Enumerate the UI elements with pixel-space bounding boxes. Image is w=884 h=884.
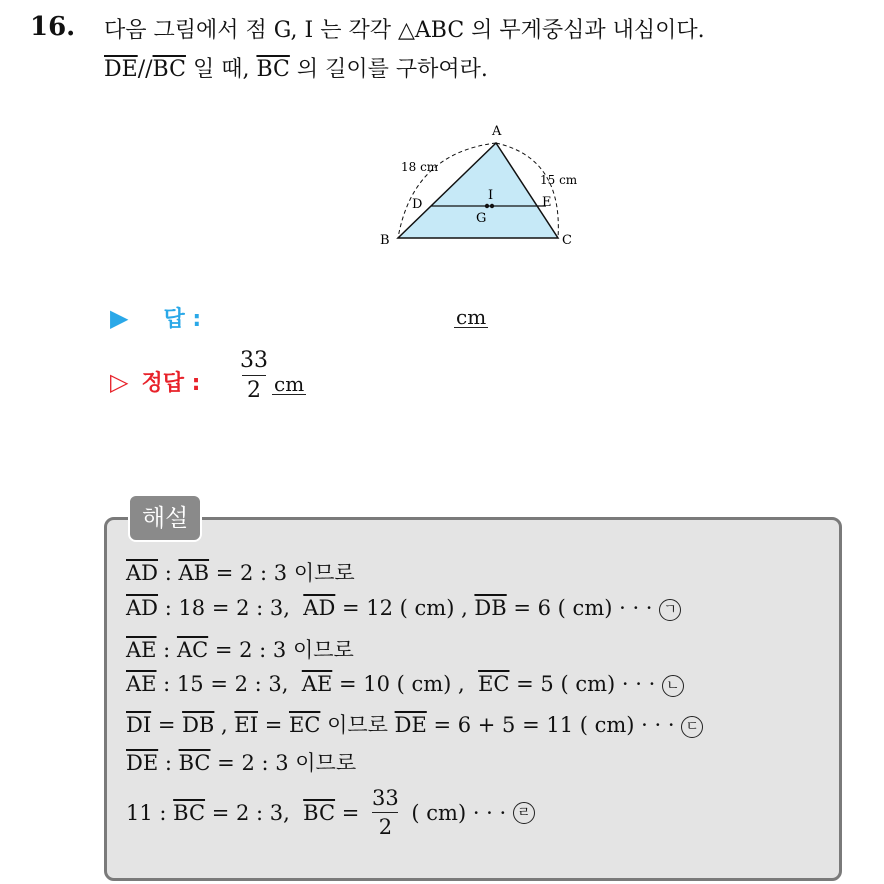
segment: $\overline{EC}$ bbox=[478, 672, 510, 696]
segment: $\overline{BC}$ bbox=[303, 800, 336, 825]
circled-mark: ㄱ bbox=[659, 599, 681, 621]
label-side-ac: 15 cm bbox=[540, 173, 578, 187]
fraction-bar bbox=[242, 375, 266, 376]
segment: $\overline{AE}$ bbox=[126, 638, 157, 662]
question-number: 16. bbox=[30, 12, 76, 42]
correct-answer-fraction bbox=[240, 348, 268, 403]
segment: $\overline{AD}$ bbox=[126, 561, 159, 585]
text: = 5 ( cm) · · · bbox=[509, 672, 662, 696]
text: = 6 ( cm) · · · bbox=[506, 596, 660, 620]
correct-answer-unit: cm bbox=[274, 372, 305, 396]
label-a: A bbox=[492, 124, 502, 139]
circled-mark: ㄴ bbox=[662, 675, 684, 697]
fraction-denominator: 2 bbox=[378, 815, 393, 839]
fraction-bar bbox=[372, 812, 398, 813]
segment-bc: $\overline{BC}$ bbox=[152, 57, 186, 82]
fraction-numerator: 33 bbox=[372, 786, 399, 810]
text: = 2 : 3 이므로 bbox=[210, 751, 357, 775]
segment: $\overline{BC}$ bbox=[173, 800, 206, 825]
text: 이므로 bbox=[320, 713, 395, 737]
label-e: E bbox=[542, 195, 552, 210]
label-d: D bbox=[412, 197, 423, 212]
solution-line-2 bbox=[126, 596, 681, 621]
text: : bbox=[156, 638, 177, 662]
text: : bbox=[158, 751, 179, 775]
text: = 12 ( cm) , bbox=[335, 596, 475, 620]
solution-line-3 bbox=[126, 634, 354, 664]
text: = bbox=[335, 800, 367, 825]
fraction-denominator: 2 bbox=[247, 378, 261, 403]
question-text: 일 때, bbox=[185, 57, 257, 82]
parallel-symbol: // bbox=[137, 57, 153, 82]
label-g: G bbox=[476, 211, 487, 226]
text: = 6 + 5 = 11 ( cm) · · · bbox=[426, 713, 682, 737]
segment: $\overline{AE}$ bbox=[126, 672, 157, 696]
point-g bbox=[485, 204, 489, 208]
answer-row bbox=[110, 302, 201, 333]
text: 11 : bbox=[126, 800, 174, 825]
segment: $\overline{DI}$ bbox=[126, 713, 152, 737]
text: , bbox=[214, 713, 235, 737]
label-c: C bbox=[562, 233, 572, 248]
segment: $\overline{AE}$ bbox=[301, 672, 333, 696]
outline-play-icon: ▷ bbox=[110, 368, 129, 396]
solution-line-4 bbox=[126, 672, 684, 697]
text: = 10 ( cm) , bbox=[332, 672, 479, 696]
answer-unit: cm bbox=[456, 305, 487, 329]
solution-line-1 bbox=[126, 557, 355, 587]
text: = 2 : 3 이므로 bbox=[209, 561, 355, 585]
triangle-figure bbox=[368, 118, 598, 258]
play-icon: ▶ bbox=[110, 304, 129, 332]
label-b: B bbox=[380, 233, 390, 248]
segment: $\overline{AD}$ bbox=[303, 596, 336, 620]
circled-mark: ㄷ bbox=[681, 716, 703, 738]
text: = bbox=[151, 713, 183, 737]
correct-answer-label: 정답 : bbox=[141, 371, 201, 396]
question-text: 의 길이를 구하여라. bbox=[289, 57, 488, 82]
label-i: I bbox=[488, 188, 494, 203]
segment: $\overline{DB}$ bbox=[474, 596, 507, 620]
answer-label: 답 : bbox=[163, 307, 202, 332]
solution-tag: 해설 bbox=[128, 494, 202, 542]
text: = 2 : 3 이므로 bbox=[208, 638, 354, 662]
segment: $\overline{AD}$ bbox=[126, 596, 159, 620]
solution-fraction bbox=[372, 786, 399, 839]
text: ( cm) · · · bbox=[404, 800, 513, 825]
solution-line-6 bbox=[126, 747, 356, 777]
correct-answer-row bbox=[110, 366, 200, 397]
segment: $\overline{EI}$ bbox=[234, 713, 259, 737]
segment-de: $\overline{DE}$ bbox=[104, 57, 138, 82]
point-i bbox=[490, 204, 494, 208]
segment: $\overline{AC}$ bbox=[176, 638, 209, 662]
segment: $\overline{AB}$ bbox=[178, 561, 210, 585]
segment: $\overline{BC}$ bbox=[178, 751, 211, 775]
fraction-numerator: 33 bbox=[240, 348, 268, 373]
text: : 18 = 2 : 3, bbox=[158, 596, 304, 620]
text: = 2 : 3, bbox=[205, 800, 304, 825]
circled-mark: ㄹ bbox=[513, 802, 535, 824]
solution-line-7 bbox=[126, 786, 535, 839]
text: : bbox=[158, 561, 179, 585]
segment: $\overline{DB}$ bbox=[182, 713, 215, 737]
segment: $\overline{EC}$ bbox=[288, 713, 321, 737]
question-line-1: 다음 그림에서 점 G, I 는 각각 △ABC 의 무게중심과 내심이다. bbox=[104, 18, 705, 43]
text: : 15 = 2 : 3, bbox=[156, 672, 302, 696]
label-side-ab: 18 cm bbox=[401, 160, 439, 174]
text: = bbox=[258, 713, 289, 737]
segment: $\overline{DE}$ bbox=[126, 751, 159, 775]
segment: $\overline{DE}$ bbox=[394, 713, 427, 737]
question-line-2 bbox=[104, 52, 488, 83]
solution-line-5 bbox=[126, 709, 703, 739]
segment-bc: $\overline{BC}$ bbox=[256, 57, 290, 82]
